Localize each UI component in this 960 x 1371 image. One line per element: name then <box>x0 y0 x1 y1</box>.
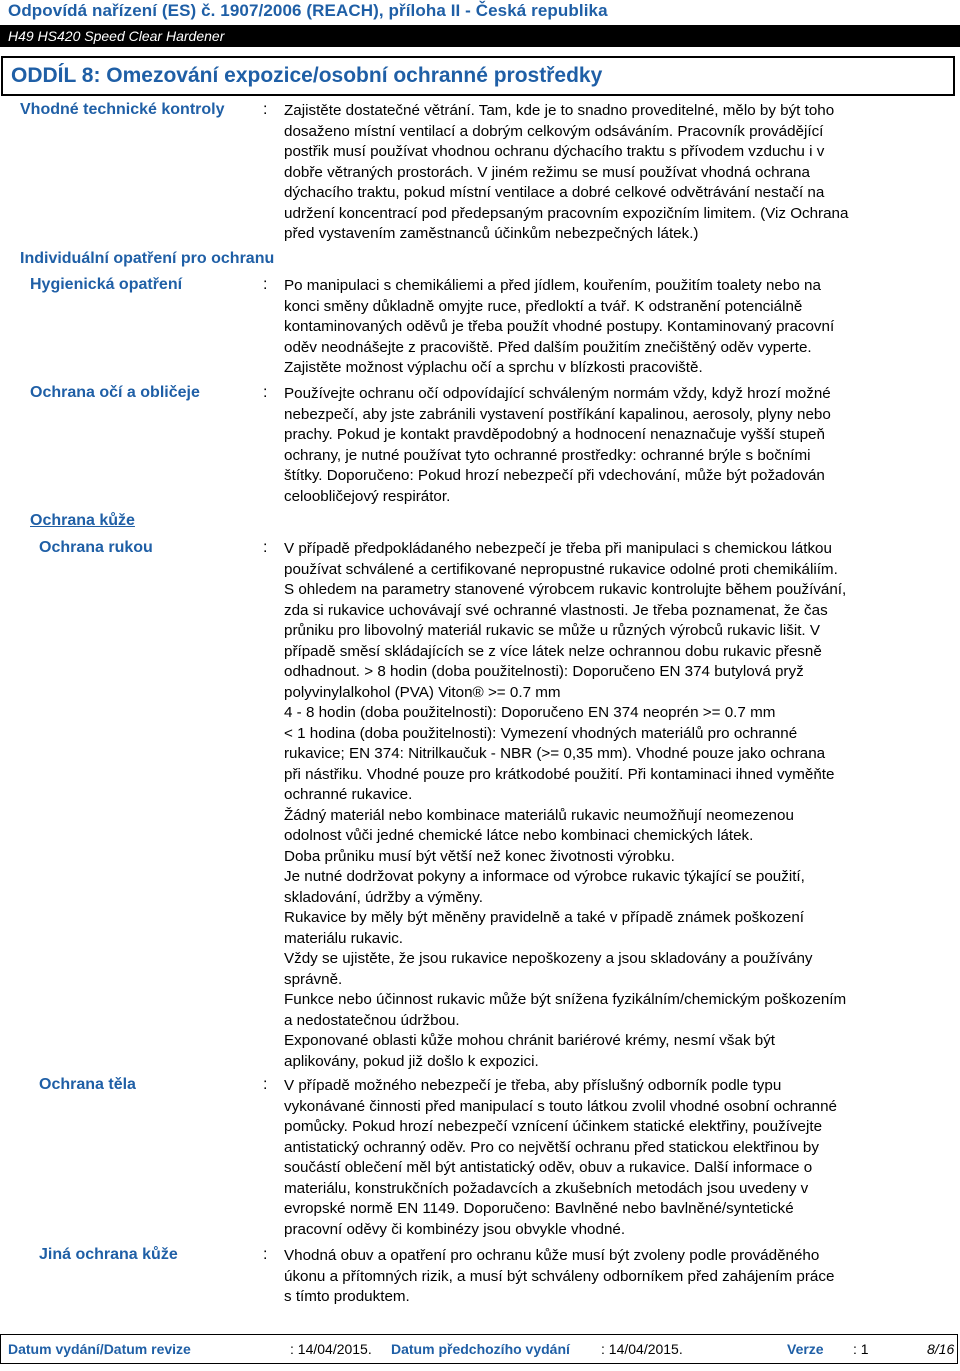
text-line: postřik musí používat vhodnou ochranu dýchacího traktu s přívodem vzduchu i v <box>284 143 825 160</box>
text-line: správně. <box>284 970 343 988</box>
footer-page: 8/16 <box>927 1341 955 1357</box>
other-skin-colon: : <box>263 1246 268 1263</box>
body-colon: : <box>263 1076 268 1093</box>
text-line: používat schválené a certifikované nepropustné rukavice odolné proti chemikáliím. <box>284 560 838 578</box>
footer-version-value: : 1 <box>853 1341 869 1357</box>
text-line: udržení koncentrací pod předepsaným pracovním expozičním limitem. (Viz Ochrana <box>284 204 849 222</box>
text-line: Po manipulaci s chemikáliemi a před jídlem, kouřením, použitím toalety nebo na <box>284 277 821 294</box>
text-line: a nedostatečnou údržbou. <box>284 1011 460 1029</box>
text-line: Funkce nebo účinnost rukavic může být snížena fyzikálním/chemickým poškozením <box>284 991 847 1008</box>
text-line: součástí oblečení měl být antistatický oděv, obuv a rukavice. Další informace o <box>284 1159 813 1176</box>
text-line: evropské normě EN 1149. Doporučeno: Bavlněné nebo bavlněné/syntetické <box>284 1200 794 1217</box>
section-title: ODDÍL 8: Omezování expozice/osobní ochranné prostředky <box>11 64 603 87</box>
body-text <box>284 1076 946 1240</box>
hand-colon: : <box>263 539 268 556</box>
other-skin-label: Jiná ochrana kůže <box>39 1246 178 1263</box>
footer <box>0 1334 958 1364</box>
text-line: Žádný materiál nebo kombinace materiálů rukavic neumožňují neomezenou <box>284 806 794 824</box>
text-line: průniku pro libovolný materiál rukavic se může u různých výrobců rukavic lišit. V <box>284 622 820 639</box>
text-line: pomůcky. Pokud hrozí nebezpečí vznícení účinkem statické elektřiny, používejte <box>284 1118 823 1135</box>
text-line: kontaminovaných oděvů je třeba použít vhodné postupy. Kontaminovaný pracovní <box>284 318 835 335</box>
text-line: antistatický ochranný oděv. Pro co největší ochranu před statickou elektřinou by <box>284 1138 819 1156</box>
text-line: polyvinylalkohol (PVA) Viton® >= 0.7 mm <box>284 683 561 701</box>
hand-label: Ochrana rukou <box>39 539 153 556</box>
text-line: ochranné rukavice. <box>284 786 413 803</box>
regulation-header: Odpovídá nařízení (ES) č. 1907/2006 (REACH), příloha II - Česká republika <box>8 1 608 20</box>
text-line: 4 - 8 hodin (doba použitelnosti): Doporučeno EN 374 neoprén >= 0.7 mm <box>284 704 776 721</box>
text-line: odhadnout. > 8 hodin (doba použitelnosti): Doporučeno EN 374 butylová pryž <box>284 663 804 680</box>
eye-label: Ochrana očí a obličeje <box>30 384 200 401</box>
text-line: materiálu rukavic. <box>284 929 404 947</box>
product-bar <box>0 25 960 47</box>
text-line: < 1 hodina (doba použitelnosti): Vymezení vhodných materiálů pro ochranné <box>284 724 798 742</box>
text-line: Rukavice by měly být měněny pravidelně a také v případě známek poškození <box>284 909 805 926</box>
hand-text <box>284 539 946 1072</box>
eye-text <box>284 384 946 507</box>
text-line: Exponované oblasti kůže mohou chránit bariérové krémy, nesmí však být <box>284 1032 776 1049</box>
footer-issue-label: Datum vydání/Datum revize <box>8 1341 191 1357</box>
hygiene-label: Hygienická opatření <box>30 276 183 293</box>
eye-colon: : <box>263 384 268 401</box>
footer-issue-value: : 14/04/2015. <box>290 1341 372 1357</box>
text-line: štítky. Doporučeno: Pokud hrozí nebezpečí při vdechování, může být požadován <box>284 467 825 484</box>
individual-heading: Individuální opatření pro ochranu <box>20 250 275 267</box>
text-line: Vždy se ujistěte, že jsou rukavice nepoškozeny a jsou skladovány a používány <box>284 950 813 967</box>
text-line: úkonu a přítomných rizik, a musí být schváleny odborníkem před zahájením práce <box>284 1267 835 1285</box>
text-line: oděv neodnášejte z pracoviště. Před dalším použitím znečištěný oděv vyperte. <box>284 338 812 356</box>
text-line: celoobličejový respirátor. <box>284 487 451 505</box>
engineering-colon: : <box>263 101 268 118</box>
text-line: V případě předpokládaného nebezpečí je třeba při manipulaci s chemickou látkou <box>284 540 832 557</box>
section-box <box>1 56 955 96</box>
text-line: případě směsí skládajících se z více látek nelze ochrannou dobu rukavic přesně <box>284 642 822 660</box>
text-line: dosaženo místní ventilací a dobrým celkovým odsáváním. Pracovník provádějící <box>284 122 824 140</box>
text-line: skladování, údržby a výměny. <box>284 888 483 906</box>
footer-prev-value: : 14/04/2015. <box>601 1341 683 1357</box>
text-line: vykonávané činnosti před manipulací s touto látkou zvolil vhodné osobní ochranné <box>284 1097 838 1115</box>
text-line: prachy. Pokud je kontakt pravděpodobný a hodnocení nenaznačuje vyšší stupeň <box>284 426 825 443</box>
text-line: dýchacího traktu, pokud místní ventilace a dobré celkové odvětrávání nestačí na <box>284 184 825 201</box>
engineering-label: Vhodné technické kontroly <box>20 101 225 118</box>
footer-version-label: Verze <box>787 1341 824 1357</box>
hygiene-colon: : <box>263 276 268 293</box>
hygiene-text <box>284 276 946 379</box>
text-line: Je nutné dodržovat pokyny a informace od výrobce rukavic týkající se použití, <box>284 868 805 885</box>
footer-prev-label: Datum předchozího vydání <box>391 1341 570 1357</box>
text-line: Doba průniku musí být větší než konec životnosti výrobku. <box>284 847 675 865</box>
text-line: konci směny důkladně omyjte ruce, předloktí a tvář. K odstranění potenciálně <box>284 297 803 315</box>
text-line: dobře větraných prostorách. V jiném režimu se musí používat vhodná ochrana <box>284 163 810 181</box>
body-label: Ochrana těla <box>39 1076 136 1093</box>
text-line: odolnost vůči jedné chemické látce nebo kombinaci chemických látek. <box>284 827 754 844</box>
text-line: při nástřiku. Vhodné pouze pro krátkodobé použití. Při kontaminaci ihned vyměňte <box>284 765 835 783</box>
text-line: Vhodná obuv a opatření pro ochranu kůže musí být zvoleny podle prováděného <box>284 1247 820 1264</box>
product-name: H49 HS420 Speed Clear Hardener <box>8 28 225 44</box>
skin-heading: Ochrana kůže <box>30 512 135 529</box>
text-line: ochrany, je nutné používat tyto ochranné prostředky: ochranné brýle s bočními <box>284 446 811 464</box>
text-line: Zajistěte možnost výplachu očí a sprchu v blízkosti pracoviště. <box>284 359 703 376</box>
other-skin-text <box>284 1246 946 1308</box>
text-line: materiálu, konstrukčních požadavcích a zkušebních metodách jsou uvedeny v <box>284 1179 809 1197</box>
text-line: s tímto produktem. <box>284 1288 410 1305</box>
text-line: aplikovány, pokud již došlo k expozici. <box>284 1052 539 1070</box>
text-line: S ohledem na parametry stanovené výrobcem rukavic kontrolujte během používání, <box>284 581 847 598</box>
text-line: pracovní oděvy či kombinézy jsou obvykle vhodné. <box>284 1220 626 1238</box>
text-line: Zajistěte dostatečné větrání. Tam, kde je to snadno proveditelné, mělo by být toho <box>284 102 835 119</box>
text-line: nebezpečí, aby jste zabránili vystavení postříkání kapalinou, aerosoly, plyny nebo <box>284 405 831 423</box>
text-line: V případě možného nebezpečí je třeba, aby příslušný odborník podle typu <box>284 1077 782 1094</box>
text-line: před vystavením zaměstnanců účinkům nebezpečných látek.) <box>284 225 699 242</box>
text-line: zda si rukavice uchovávají své ochranné vlastnosti. Je třeba poznamenat, že čas <box>284 601 828 619</box>
engineering-text <box>284 101 946 245</box>
text-line: Používejte ochranu očí odpovídající schváleným normám vždy, když hrozí možné <box>284 385 831 402</box>
text-line: rukavice; EN 374: Nitrilkaučuk - NBR (>= 0,35 mm). Vhodné pouze jako ochrana <box>284 745 826 762</box>
